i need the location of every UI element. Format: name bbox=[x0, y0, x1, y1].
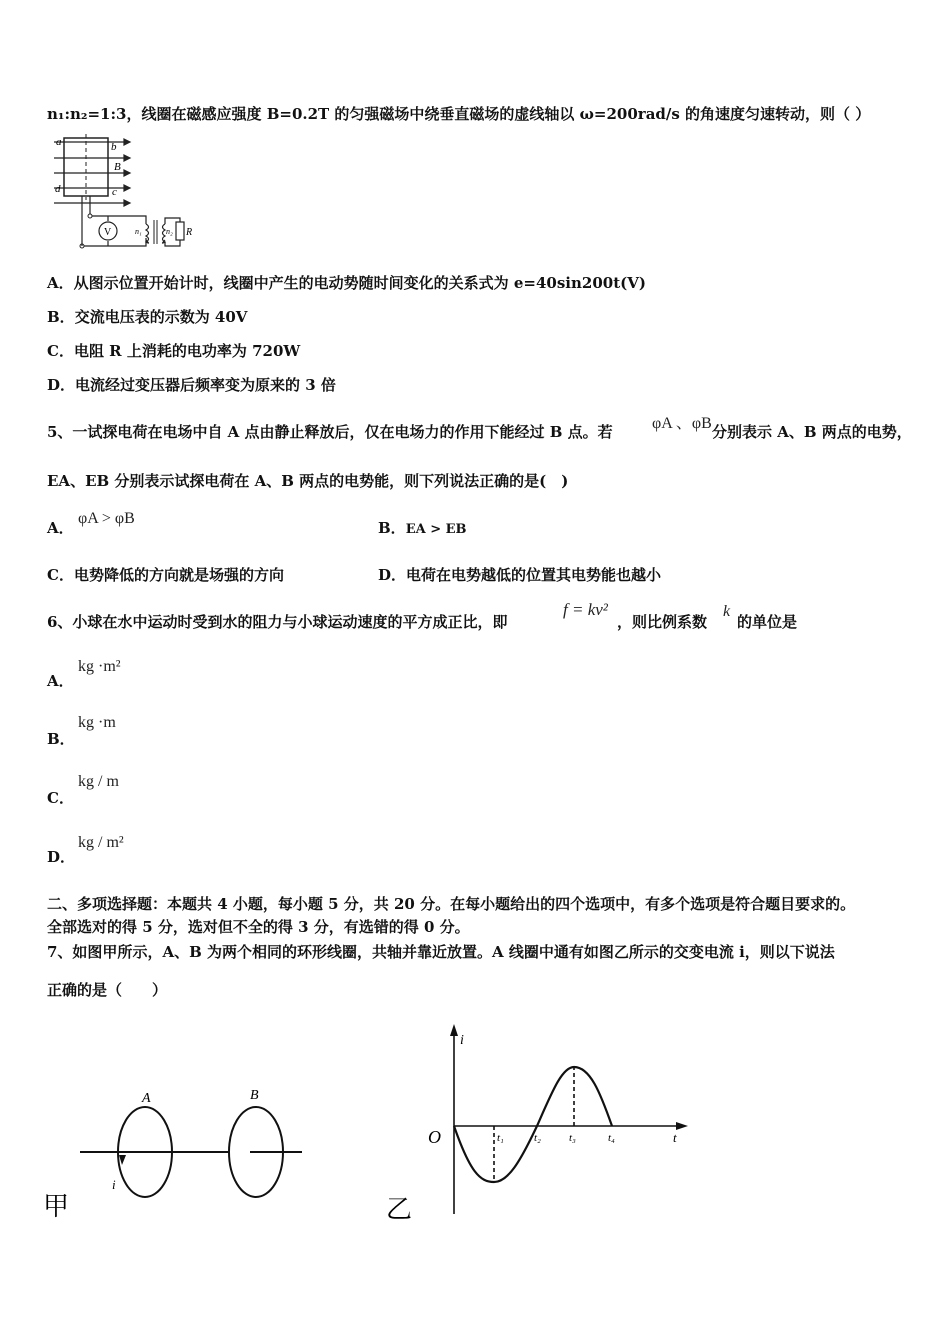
q6-option-b-text: kg ·m bbox=[78, 714, 116, 731]
tick-t4: t₄ bbox=[608, 1132, 615, 1144]
q7-stem-line1: 7、如图甲所示，A、B 为两个相同的环形线圈，共轴并靠近放置。A 线圈中通有如图乙所示的交变电流 i，则以下说法 bbox=[47, 943, 835, 961]
option-letter: B． bbox=[47, 308, 75, 326]
option-letter: D． bbox=[47, 376, 76, 394]
section2-line1: 二、多项选择题：本题共 4 小题，每小题 5 分，共 20 分。在每小题给出的四个选项中，有多个选项是符合题目要求的。 bbox=[47, 895, 856, 913]
current-label: i bbox=[112, 1177, 116, 1192]
option-text: EA > EB bbox=[405, 522, 467, 537]
q5-stem-line1 bbox=[47, 421, 613, 442]
q4-stem-tail: 线圈在磁感应强度 B=0.2T 的匀强磁场中绕垂直磁场的虚线轴以 ω=200rad/s 的角速度匀速转动，则（ ） bbox=[141, 105, 871, 123]
label-n1: n₁ bbox=[135, 227, 142, 236]
q6-stem-part2: ，则比例系数 bbox=[617, 613, 708, 631]
q6-option-b-letter[interactable]: B． bbox=[47, 730, 75, 748]
q4-option-c[interactable] bbox=[47, 340, 300, 361]
q6-formula: f = kv² bbox=[563, 600, 608, 619]
current-arrow-icon bbox=[119, 1155, 126, 1165]
option-text: 电荷在电势越低的位置其电势能也越小 bbox=[406, 566, 662, 584]
q4-option-d[interactable] bbox=[47, 374, 336, 395]
q7-fig-jia bbox=[40, 1085, 310, 1225]
q5-option-a-text: φA > φB bbox=[78, 510, 135, 527]
q6-k-symbol: k bbox=[723, 603, 731, 620]
q5-option-b[interactable] bbox=[378, 517, 467, 538]
q4-option-a[interactable] bbox=[47, 272, 646, 293]
q5-stem-part1: 5、一试探电荷在电场中自 A 点由静止释放后，仅在电场力的作用下能经过 B 点。若 bbox=[47, 423, 613, 441]
label-a: a bbox=[56, 136, 62, 148]
coil-a-label: A bbox=[142, 1091, 151, 1106]
section2-line2: 全部选对的得 5 分，选对但不全的得 3 分，有选错的得 0 分。 bbox=[47, 918, 470, 936]
q4-generator-figure bbox=[46, 134, 196, 252]
tick-t1: t₁ bbox=[497, 1132, 504, 1144]
q7-stem-line2: 正确的是（ ） bbox=[47, 981, 168, 999]
q5-stem-part2: 分别表示 A、B 两点的电势， bbox=[712, 423, 912, 441]
label-n2: n₂ bbox=[166, 227, 173, 236]
q6-option-c-letter[interactable]: C． bbox=[47, 789, 74, 807]
fig-yi-caption: 乙 bbox=[386, 1195, 413, 1222]
q6-option-d-letter[interactable]: D． bbox=[47, 848, 76, 866]
axis-x-label: t bbox=[673, 1130, 677, 1145]
q6-stem-part1: 6、小球在水中运动时受到水的阻力与小球运动速度的平方成正比，即 bbox=[47, 613, 508, 631]
label-V: V bbox=[104, 227, 112, 238]
tick-t2: t₂ bbox=[534, 1132, 541, 1144]
label-d: d bbox=[55, 183, 61, 195]
option-letter: D． bbox=[378, 566, 407, 584]
q5-option-d[interactable] bbox=[378, 564, 661, 585]
label-B-field: B bbox=[114, 161, 121, 173]
q7-fig-yi bbox=[380, 1022, 700, 1222]
option-letter: C． bbox=[47, 342, 74, 360]
q5-stem-line2: EA、EB 分别表示试探电荷在 A、B 两点的电势能，则下列说法正确的是( ) bbox=[47, 472, 569, 490]
q4-stem-ratio: n₁:n₂=1:3， bbox=[47, 105, 142, 123]
q5-option-a-letter[interactable]: A． bbox=[47, 519, 74, 537]
q6-option-a-letter[interactable]: A． bbox=[47, 672, 74, 690]
label-R: R bbox=[186, 227, 193, 238]
q6-option-c-text: kg / m bbox=[78, 773, 119, 790]
axis-y-label: i bbox=[460, 1033, 464, 1048]
option-text: 电流经过变压器后频率变为原来的 3 倍 bbox=[75, 376, 336, 394]
x-axis-arrow-icon bbox=[676, 1122, 688, 1130]
current-curve bbox=[454, 1067, 612, 1182]
q6-stem-part3: 的单位是 bbox=[737, 613, 798, 631]
q4-stem bbox=[47, 103, 870, 124]
option-text: 交流电压表的示数为 40V bbox=[74, 308, 248, 326]
q6-option-d-text: kg / m² bbox=[78, 834, 124, 851]
label-b: b bbox=[111, 141, 117, 153]
fig-jia-caption: 甲 bbox=[43, 1192, 70, 1221]
option-text: 电阻 R 上消耗的电功率为 720W bbox=[73, 342, 301, 360]
q4-option-b[interactable] bbox=[47, 306, 247, 327]
option-letter: C． bbox=[47, 566, 74, 584]
option-letter: A． bbox=[47, 274, 74, 292]
option-letter: B． bbox=[378, 519, 406, 537]
resistor bbox=[176, 222, 184, 240]
option-text: 电势降低的方向就是场强的方向 bbox=[73, 566, 284, 584]
origin-label: O bbox=[428, 1127, 441, 1147]
coil bbox=[64, 138, 108, 196]
y-axis-arrow-icon bbox=[450, 1024, 458, 1036]
q6-option-a-text: kg ·m² bbox=[78, 658, 121, 675]
option-text: 从图示位置开始计时，线圈中产生的电动势随时间变化的关系式为 e=40sin200t(V) bbox=[73, 274, 646, 292]
q5-phi-symbols: φA 、φB bbox=[652, 415, 712, 432]
tick-t3: t₃ bbox=[569, 1132, 576, 1144]
coil-b-label: B bbox=[250, 1088, 259, 1103]
q5-option-c[interactable] bbox=[47, 564, 284, 585]
label-c: c bbox=[112, 186, 117, 198]
